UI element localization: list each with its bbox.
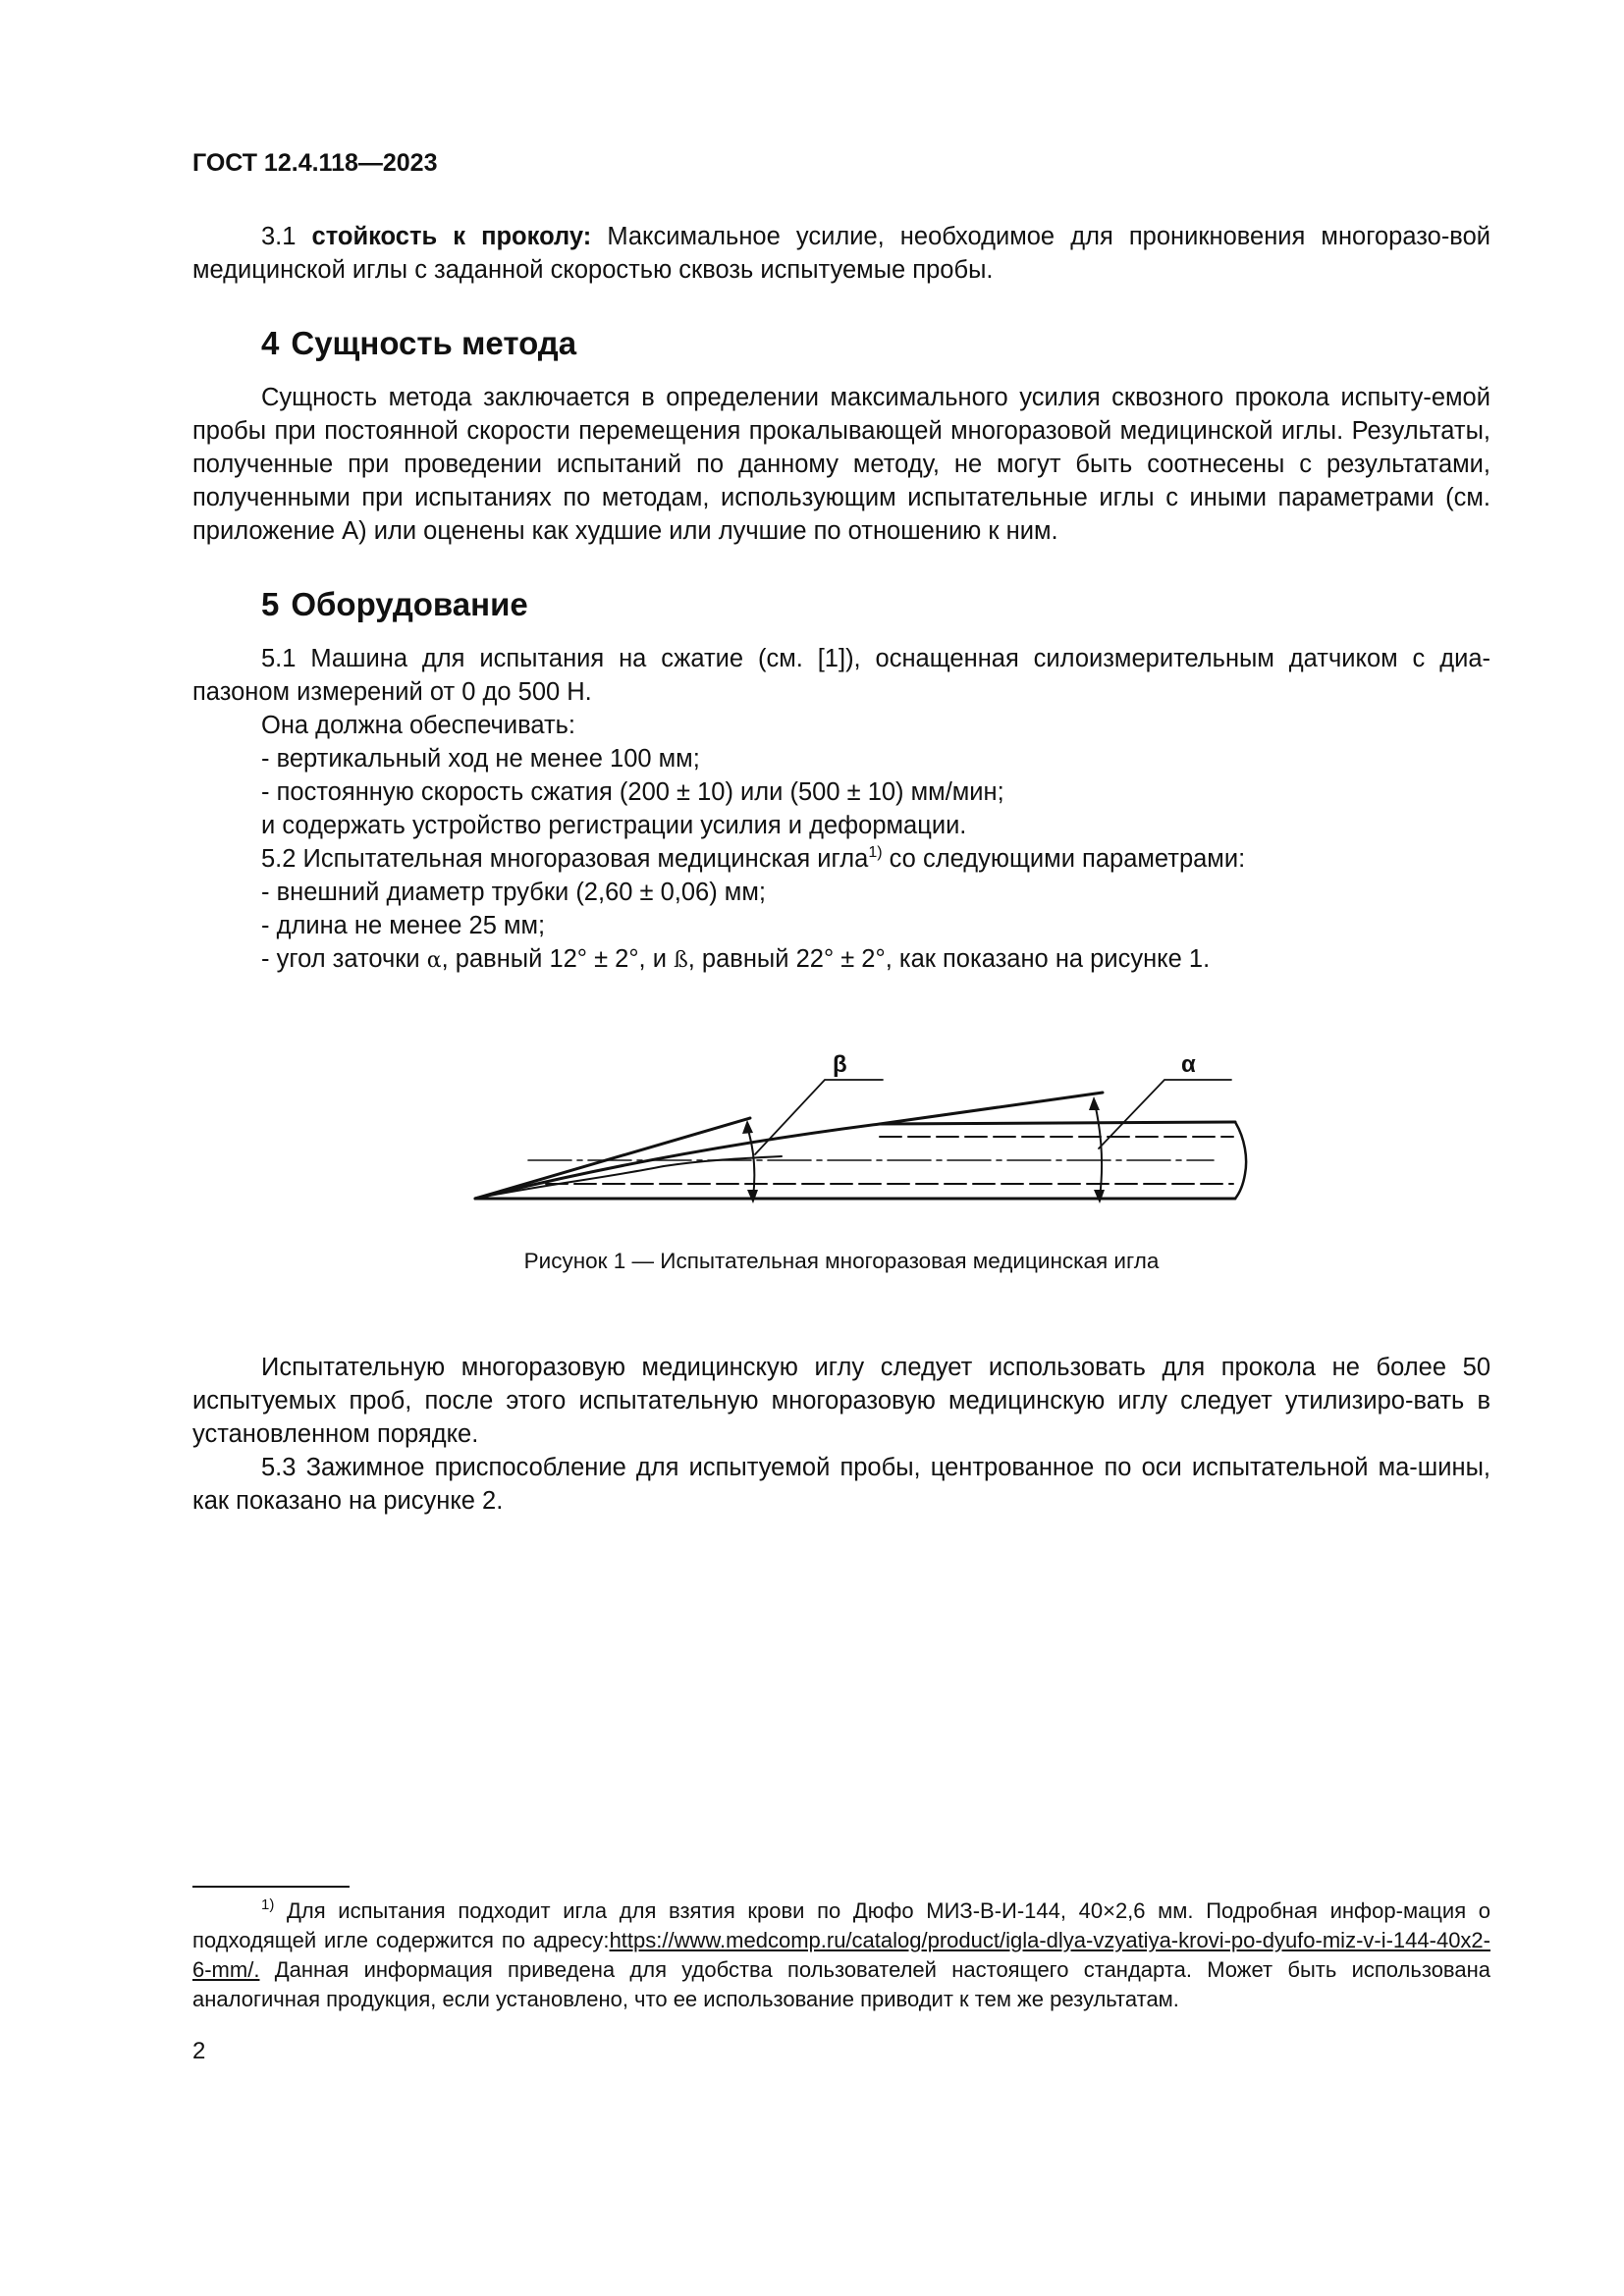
beta-symbol: ß [674, 948, 688, 973]
label-alpha: α [1181, 1051, 1196, 1078]
figure-caption: Рисунок 1 — Испытательная многоразовая медицинская игла [523, 1249, 1160, 1273]
clause-5-1: 5.1 Машина для испытания на сжатие (см. [1]), оснащенная силоизмерительным датчиком с диа-пазоном измерений от 0 до 500 Н. [192, 645, 1490, 706]
clause-5-3: 5.3 Зажимное приспособление для испытуемой пробы, центрованное по оси испытательной ма-шины, как показано на рисунке 2. [192, 1454, 1490, 1515]
clause-5-2 [192, 842, 1490, 876]
alpha-symbol: α [426, 948, 442, 973]
section-number: 5 [261, 586, 280, 622]
clause-5-2-text: 5.2 Испытательная многоразовая медицинская игла [261, 845, 869, 873]
figure-1 [192, 991, 1490, 1306]
alpha-arrow-bottom [1094, 1190, 1105, 1203]
section-5-heading [192, 585, 1490, 624]
footnote-marker: 1) [261, 1896, 275, 1913]
section-number: 4 [261, 325, 280, 361]
needle-bevel-beta [475, 1118, 750, 1199]
angle-text: - угол заточки [261, 945, 427, 973]
document-header: ГОСТ 12.4.118—2023 [192, 149, 438, 177]
section-title: Оборудование [291, 586, 528, 622]
definition-3-1 [192, 220, 1490, 287]
beta-arrow-bottom [747, 1190, 758, 1203]
list-item: - постоянную скорость сжатия (200 ± 10) или (500 ± 10) мм/мин; [261, 778, 1004, 806]
list-item-angle [192, 942, 1490, 978]
list-item: - внешний диаметр трубки (2,60 ± 0,06) мм; [261, 879, 766, 906]
beta-arrow-top [742, 1120, 753, 1134]
page-content [192, 220, 1490, 1518]
needle-tube-end [1235, 1122, 1246, 1199]
definition-term: стойкость к проколу: [311, 223, 592, 250]
paragraph-needle-usage: Испытательную многоразовую медицинскую иглу следует использовать для прокола не более 50 испытуемых проб, после этого испытательную многоразовую медицинскую иглу следует утилизиро-вать в установленном порядке. [192, 1354, 1490, 1448]
clause-5-1-intro: Она должна обеспечивать: [261, 712, 576, 739]
angle-text: , равный 12° ± 2°, и [441, 945, 675, 973]
section-title: Сущность метода [291, 325, 577, 361]
needle-bevel-curve [475, 1156, 782, 1199]
angle-beta-arc [747, 1127, 754, 1198]
footnote-text-end: Данная информация приведена для удобства пользователей настоящего стандарта. Может быть использована аналогичная продукция, если установлено, что ее использование приводит к тем же результатам. [192, 1957, 1490, 2011]
section-4-text: Сущность метода заключается в определении максимального усилия сквозного прокола испыту-емой пробы при постоянной скорости перемещения прокалывающей многоразовой медицинской иглы. Результаты, полученные при проведении испытаний по данному методу, не могут быть соотнесены с результатами, полученными при испытаниях по методам, использующим испытательные иглы с иными параметрами (см. приложение А) или оценены как худшие или лучшие по отношению к ним. [192, 384, 1490, 545]
label-beta: β [833, 1051, 847, 1078]
footnote [192, 1896, 1490, 2014]
clause-5-1-tail: и содержать устройство регистрации усилия и деформации. [261, 812, 967, 839]
footnote-ref: 1) [868, 844, 883, 861]
angle-text: , равный 22° ± 2°, как показано на рисунке 1. [687, 945, 1211, 973]
definition-number: 3.1 [261, 223, 297, 250]
list-item: - длина не менее 25 мм; [261, 912, 546, 939]
footnote-separator [192, 1886, 350, 1888]
section-4-heading [192, 324, 1490, 363]
needle-drawing [192, 991, 1490, 1237]
beta-leader [755, 1080, 883, 1154]
list-item: - вертикальный ход не менее 100 мм; [261, 745, 700, 773]
clause-5-2-text-end: со следующими параметрами: [882, 845, 1246, 873]
page-number: 2 [192, 2038, 206, 2064]
definition-text: Максимальное усилие, необходимое для проникновения многоразо-вой медицинской иглы с заданной скоростью сквозь испытуемые пробы. [192, 223, 1490, 284]
footnote-link[interactable]: https://www.medcomp.ru/catalog/product/igla-dlya-vzyatiya-krovi-po-dyufo-miz-v-i-144-40x2-6-mm/. [192, 1928, 1490, 1982]
alpha-arrow-top [1089, 1096, 1100, 1110]
alpha-leader [1099, 1080, 1231, 1148]
footnote-text: Для испытания подходит игла для взятия крови по Дюфо МИЗ-В-И-144, 40×2,6 мм. Подробная инфор-мация о подходящей игле содержится по адресу: [192, 1898, 1490, 1952]
needle-tube-top-edge [880, 1122, 1235, 1124]
